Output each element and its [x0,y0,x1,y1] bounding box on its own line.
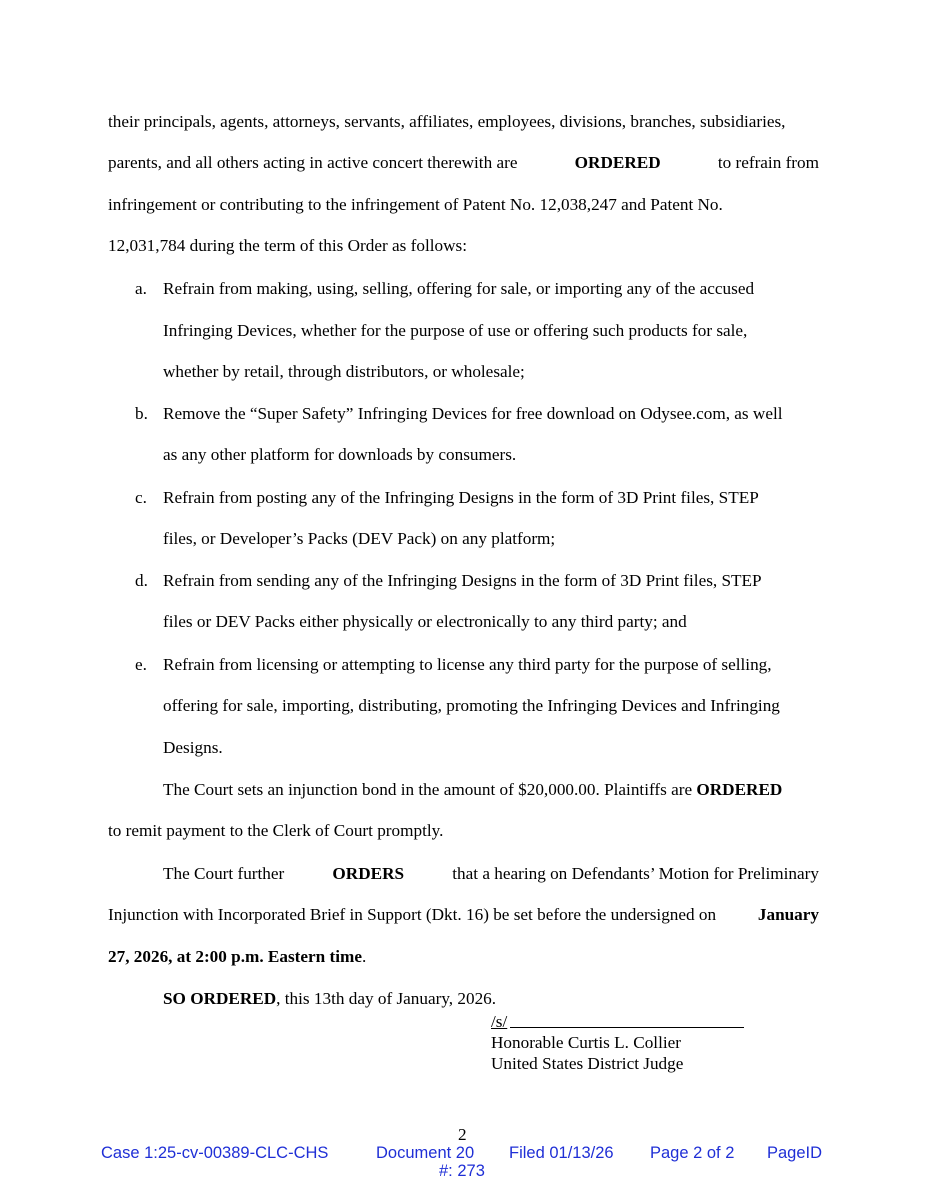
hearing-paragraph-line-2 [108,905,819,925]
footer-case-number: Case 1:25-cv-00389-CLC-CHS [101,1144,329,1162]
hearing-paragraph-line-1 [163,864,819,884]
paragraph-1-line-1 [108,112,819,132]
list-item-a-line-3 [163,362,525,382]
signature-mark: /s/ [491,1012,508,1031]
date-time-bold: 27, 2026, at 2:00 p.m. Eastern time [108,947,362,966]
text-span: whether by retail, through distributors, or wholesale; [163,362,525,381]
text-span: files or DEV Packs either physically or electronically to any third party; and [163,612,687,631]
text-span: Refrain from posting any of the Infringing Designs in the form of 3D Print files, STEP [163,488,759,507]
text-span: to remit payment to the Clerk of Court promptly. [108,821,444,840]
list-marker-d: d. [135,571,148,590]
footer-page-count: Page 2 of 2 [650,1144,735,1162]
list-item-c-line-2 [163,529,555,549]
bond-paragraph-line-2 [108,821,443,841]
list-item-a-line-1 [163,279,818,299]
footer-pageid-label: PageID [767,1144,823,1162]
text-span: their principals, agents, attorneys, servants, affiliates, employees, divisions, branches, subsidiaries, [108,112,786,131]
text-span: , this 13th day of January, 2026. [276,989,497,1008]
list-marker-b: b. [135,404,148,423]
text-span: parents, and all others acting in active concert therewith are [108,153,518,172]
footer-pageid-value: #: 273 [439,1162,485,1180]
list-item-b-line-1 [163,404,783,424]
text-span: The Court sets an injunction bond in the amount of $20,000.00. Plaintiffs are [163,780,693,799]
list-item-e-line-2 [163,696,780,716]
text-span: as any other platform for downloads by consumers. [163,445,517,464]
paragraph-1-line-4 [108,236,467,256]
text-span: Infringing Devices, whether for the purpose of use or offering such products for sale, [163,321,748,340]
list-item-a-line-2 [163,321,747,341]
text-span: 12,031,784 during the term of this Order as follows: [108,236,467,255]
text-span: Remove the “Super Safety” Infringing Devices for free download on Odysee.com, as well [163,404,783,423]
text-span: Designs. [163,738,223,757]
so-ordered-bold: SO ORDERED [163,989,277,1008]
list-marker-e: e. [135,655,147,674]
text-span: offering for sale, importing, distributing, promoting the Infringing Devices and Infringing [163,696,780,715]
list-item-e-line-3 [163,738,223,758]
text-span: infringement or contributing to the infringement of Patent No. 12,038,247 and Patent No. [108,195,723,214]
text-span: to refrain from [717,153,819,172]
text-span: . [361,947,367,966]
footer-document: Document 20 [376,1144,475,1162]
list-item-e-line-1 [163,655,772,675]
list-item-b-line-2 [163,445,516,465]
page-number: 2 [458,1125,467,1144]
list-marker-c: c. [135,488,147,507]
text-span: Refrain from making, using, selling, offering for sale, or importing any of the accused [163,279,755,298]
list-item-d-line-2 [163,612,687,632]
text-span: The Court further [163,864,285,883]
hearing-paragraph-line-3 [108,947,366,967]
text-span: Injunction with Incorporated Brief in Support (Dkt. 16) be set before the undersigned on [108,905,717,924]
orders-bold: ORDERS [332,864,405,883]
paragraph-1-line-2 [108,153,819,173]
paragraph-1-line-3 [108,195,819,215]
so-ordered-line [163,989,496,1009]
footer-filed-date: Filed 01/13/26 [509,1144,614,1162]
judge-title: United States District Judge [491,1054,684,1073]
list-item-d-line-1 [163,571,762,591]
list-item-c-line-1 [163,488,759,508]
bond-paragraph-line-1 [163,780,782,800]
judge-name: Honorable Curtis L. Collier [491,1033,681,1052]
text-span: Refrain from licensing or attempting to license any third party for the purpose of selling, [163,655,772,674]
text-span: Refrain from sending any of the Infringing Designs in the form of 3D Print files, STEP [163,571,762,590]
ordered-bold: ORDERED [574,153,661,172]
ordered-bold: ORDERED [696,780,783,799]
text-span: files, or Developer’s Packs (DEV Pack) on any platform; [163,529,556,548]
text-span: that a hearing on Defendants’ Motion for Preliminary [452,864,819,883]
signature-rule [510,1027,744,1028]
date-bold: January [757,905,819,924]
list-marker-a: a. [135,279,147,298]
